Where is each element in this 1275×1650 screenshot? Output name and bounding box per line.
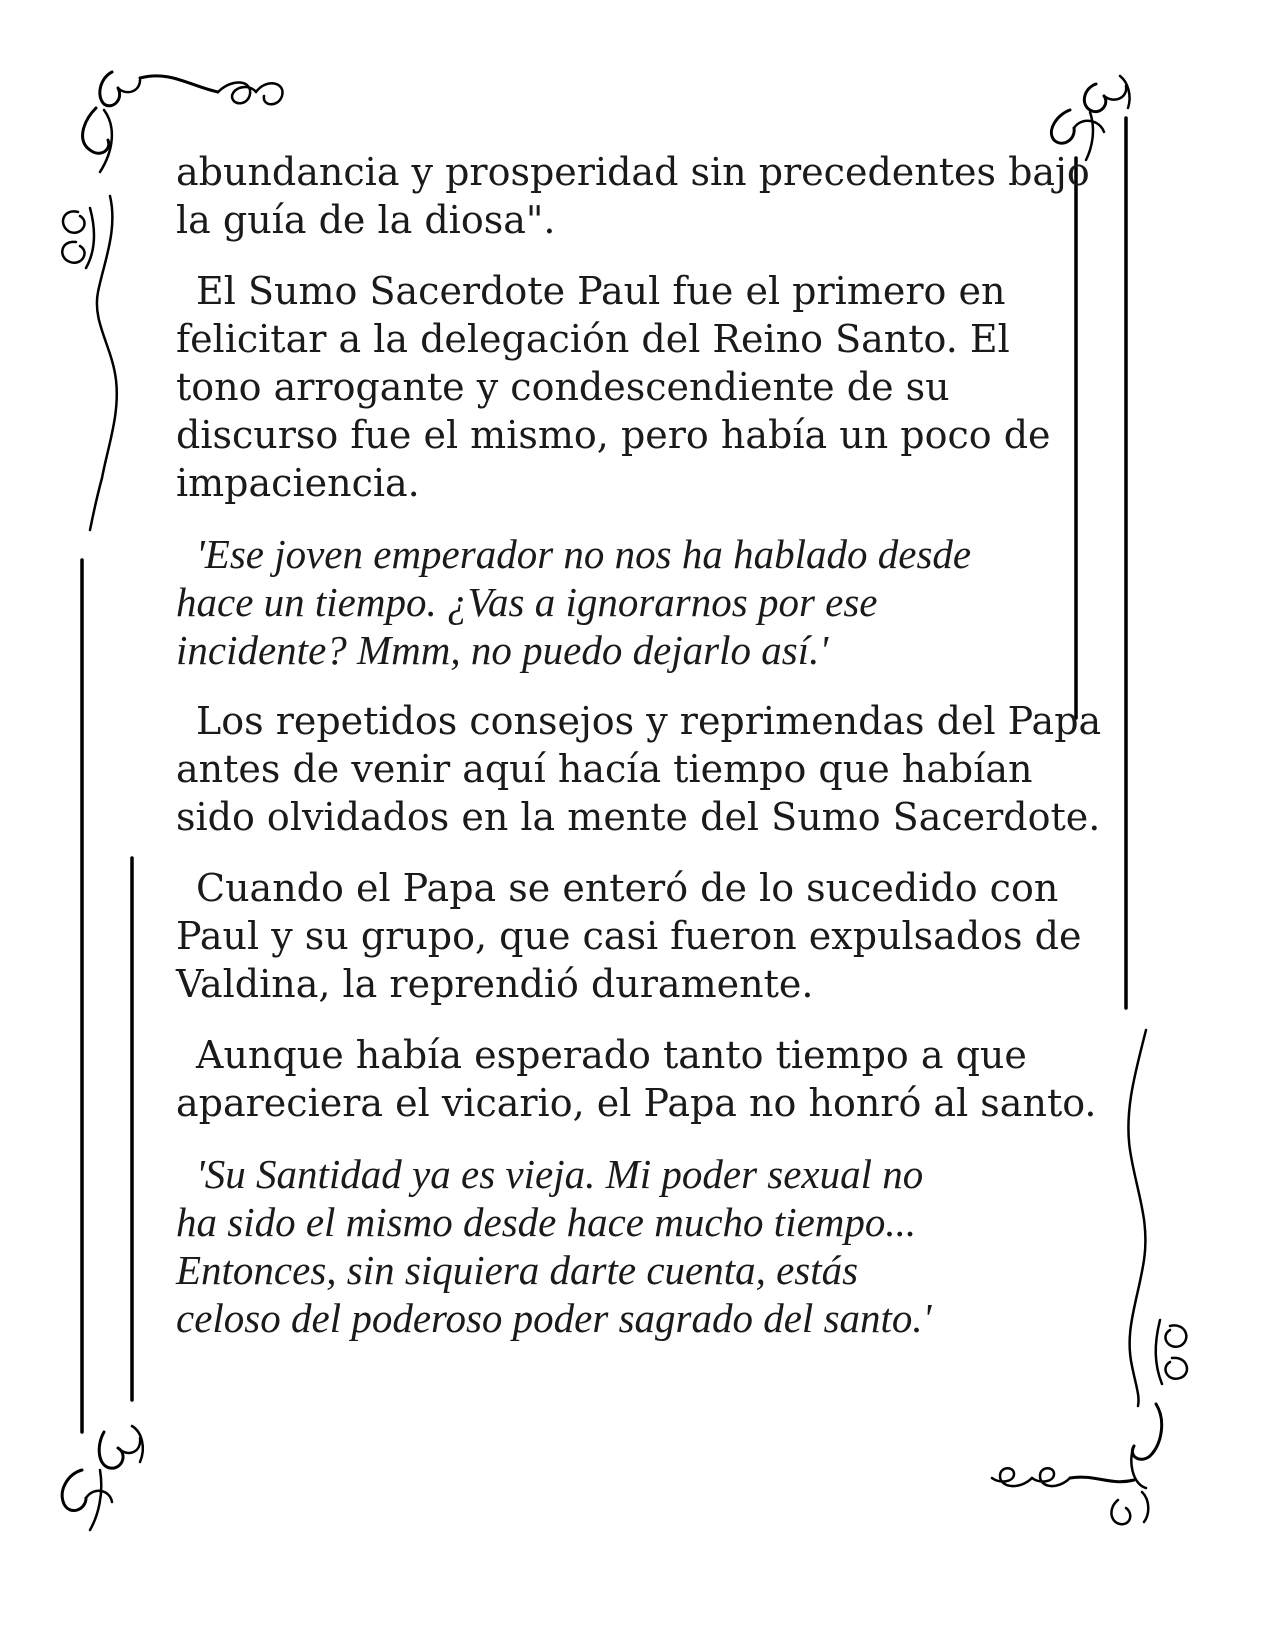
text-line: tono arrogante y condescendiente de su xyxy=(176,365,950,409)
text-line: apareciera el vicario, el Papa no honró al santo. xyxy=(176,1081,1097,1125)
text-line: 'Ese joven emperador no nos ha hablado desde xyxy=(196,531,972,577)
text-line: felicitar a la delegación del Reino Santo. El xyxy=(176,317,1010,361)
text-line: abundancia y prosperidad sin precedentes bajo xyxy=(176,150,1090,194)
narrative-paragraph xyxy=(176,148,1096,244)
narrative-paragraph xyxy=(176,1031,1096,1127)
text-line: Entonces, sin siquiera darte cuenta, estás xyxy=(176,1247,859,1293)
text-line: El Sumo Sacerdote Paul fue el primero en xyxy=(196,269,1006,313)
text-line: 'Su Santidad ya es vieja. Mi poder sexual no xyxy=(196,1151,924,1197)
text-line: impaciencia. xyxy=(176,461,420,505)
text-line: celoso del poderoso poder sagrado del santo.' xyxy=(176,1295,932,1341)
italic-thought-paragraph xyxy=(176,530,1096,674)
text-line: discurso fue el mismo, pero había un poco de xyxy=(176,413,1051,457)
narrative-paragraph xyxy=(176,267,1096,507)
text-line: Los repetidos consejos y reprimendas del Papa xyxy=(196,699,1102,743)
text-line: la guía de la diosa". xyxy=(176,198,556,242)
text-line: Valdina, la reprendió duramente. xyxy=(176,962,814,1006)
text-line: Cuando el Papa se enteró de lo sucedido con xyxy=(196,866,1059,910)
text-line: Aunque había esperado tanto tiempo a que xyxy=(196,1033,1027,1077)
body-text xyxy=(176,148,1102,1365)
italic-thought-paragraph xyxy=(176,1150,1096,1342)
text-line: sido olvidados en la mente del Sumo Sacerdote. xyxy=(176,795,1101,839)
bottom-left-flourish-icon xyxy=(62,1426,143,1530)
text-line: hace un tiempo. ¿Vas a ignorarnos por ese xyxy=(176,579,878,625)
narrative-paragraph xyxy=(176,697,1102,841)
text-line: Paul y su grupo, que casi fueron expulsados de xyxy=(176,914,1082,958)
text-line: incidente? Mmm, no puedo dejarlo así.' xyxy=(176,627,829,673)
narrative-paragraph xyxy=(176,864,1096,1008)
text-line: ha sido el mismo desde hace mucho tiempo... xyxy=(176,1199,917,1245)
text-line: antes de venir aquí hacía tiempo que habían xyxy=(176,747,1033,791)
